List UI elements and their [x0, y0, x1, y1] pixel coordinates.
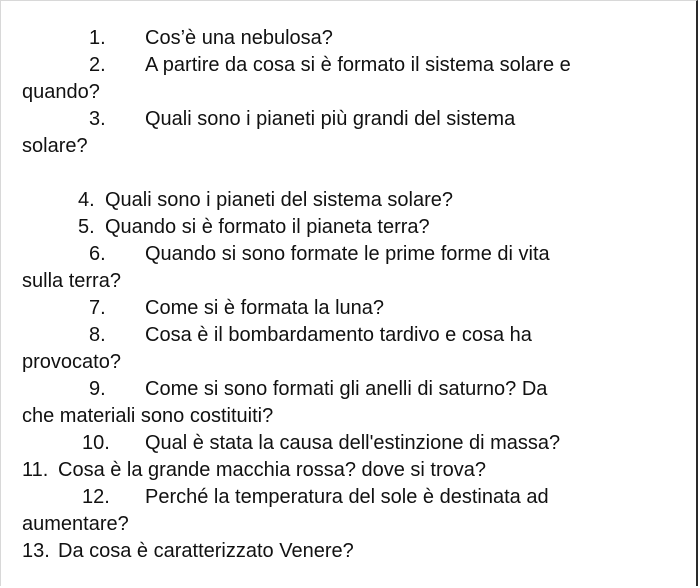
question-text: Come si è formata la luna? — [145, 297, 385, 319]
question-number: 2. — [89, 54, 106, 76]
question-number: 1. — [89, 27, 106, 49]
question-text: A partire da cosa si è formato il sistema solare e — [145, 54, 571, 76]
question-6 — [1, 241, 691, 295]
question-11 — [1, 457, 691, 484]
question-10 — [1, 430, 691, 457]
question-number: 3. — [89, 108, 106, 130]
question-number: 7. — [89, 297, 106, 319]
question-text-continuation: provocato? — [22, 351, 121, 373]
question-number: 8. — [89, 324, 106, 346]
question-7 — [1, 295, 691, 322]
question-text: Come si sono formati gli anelli di saturno? Da — [145, 378, 548, 400]
question-text: Quando si sono formate le prime forme di vita — [145, 243, 550, 265]
question-number: 10. — [82, 432, 110, 454]
question-3 — [1, 106, 691, 160]
question-4 — [1, 187, 691, 214]
question-text: Quali sono i pianeti del sistema solare? — [105, 189, 453, 211]
question-number: 12. — [82, 486, 110, 508]
question-text: Quali sono i pianeti più grandi del sistema — [145, 108, 516, 130]
question-text-continuation: solare? — [22, 135, 88, 157]
question-1 — [1, 25, 691, 52]
question-number: 5. — [78, 216, 95, 238]
question-8 — [1, 322, 691, 376]
question-text-continuation: sulla terra? — [22, 270, 121, 292]
question-text: Perché la temperatura del sole è destinata ad — [145, 486, 549, 508]
question-text: Da cosa è caratterizzato Venere? — [58, 540, 354, 562]
question-number: 13. — [22, 540, 50, 562]
question-12 — [1, 484, 691, 538]
question-5 — [1, 214, 691, 241]
question-text-continuation: che materiali sono costituiti? — [22, 405, 274, 427]
question-13 — [1, 538, 691, 565]
question-number: 9. — [89, 378, 106, 400]
question-number: 6. — [89, 243, 106, 265]
question-9 — [1, 376, 691, 430]
question-text-continuation: aumentare? — [22, 513, 129, 535]
question-number: 11. — [22, 459, 49, 481]
question-text: Quando si è formato il pianeta terra? — [105, 216, 430, 238]
question-text: Qual è stata la causa dell'estinzione di massa? — [145, 432, 561, 454]
question-text: Cosa è il bombardamento tardivo e cosa ha — [145, 324, 532, 346]
question-text-continuation: quando? — [22, 81, 100, 103]
question-text: Cos’è una nebulosa? — [145, 27, 333, 49]
question-number: 4. — [78, 189, 95, 211]
question-2 — [1, 52, 691, 106]
question-text: Cosa è la grande macchia rossa? dove si trova? — [58, 459, 487, 481]
